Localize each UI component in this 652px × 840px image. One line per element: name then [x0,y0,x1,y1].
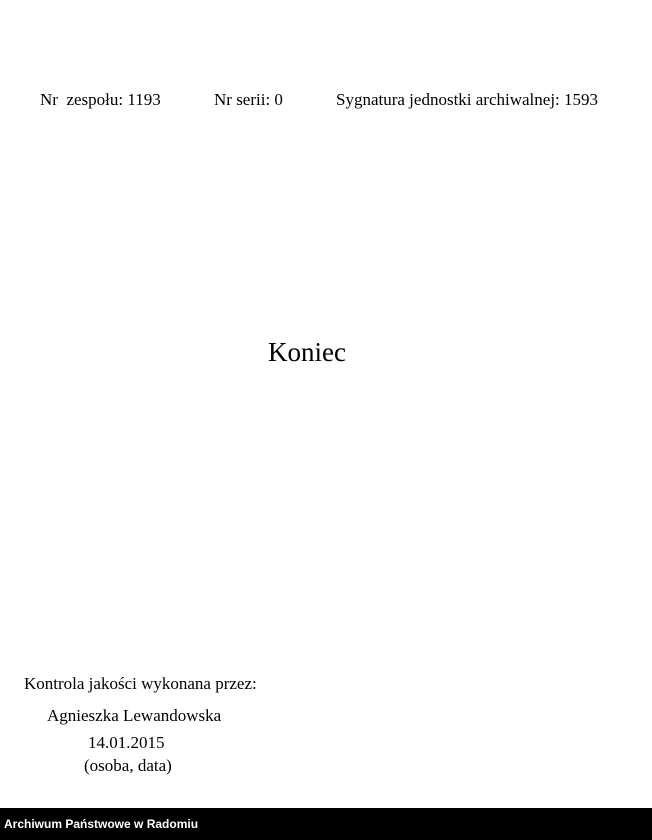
end-title: Koniec [268,337,346,367]
series-number: Nr serii: 0 [214,90,283,109]
quality-control-person: Agnieszka Lewandowska [47,706,222,725]
footer-bar [0,808,652,840]
quality-control-caption: (osoba, data) [84,756,172,775]
quality-control-date: 14.01.2015 [88,733,165,752]
unit-signature: Sygnatura jednostki archiwalnej: 1593 [336,90,599,109]
fonds-number: Nr zespołu: 1193 [40,90,161,109]
archive-name: Archiwum Państwowe w Radomiu [4,817,199,831]
quality-control-label: Kontrola jakości wykonana przez: [24,674,257,693]
